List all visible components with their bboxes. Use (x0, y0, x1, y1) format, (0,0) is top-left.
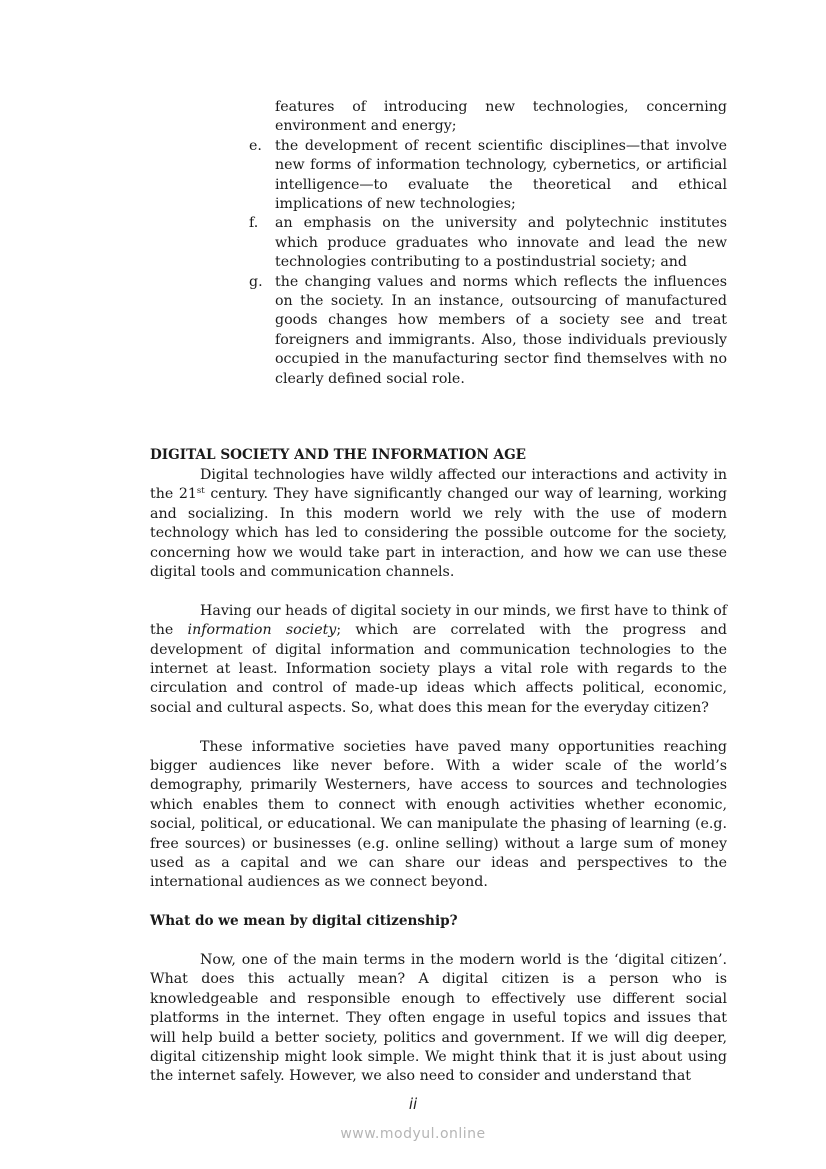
paragraph (150, 466, 727, 582)
spacer (150, 718, 727, 737)
list-item (249, 273, 727, 389)
spacer (150, 427, 727, 446)
watermark: www.modyul.online (340, 1126, 486, 1142)
section-heading-digital-society: DIGITAL SOCIETY AND THE INFORMATION AGE (150, 447, 527, 464)
paragraph-text: ; which are correlated with the progress and development of digital information and communication technologies to the internet at least. Information society plays a vital role with regards to the circulation and control of made-up ideas which affects political, economic, social and cultural aspects. So, what does this mean for the everyday citizen? (150, 622, 727, 716)
feature-list (249, 98, 727, 389)
spacer (150, 932, 727, 951)
emphasized-term: information society (187, 622, 337, 639)
superscript: st (196, 486, 205, 497)
spacer (150, 893, 727, 912)
list-item-text: the development of recent scientific disciplines—that involve new forms of information technology, cybernetics, or artificial intelligence—to evaluate the theoretical and ethical implications of new technologies; (275, 137, 727, 213)
list-item-continuation: features of introducing new technologies, concerning environment and energy; (275, 99, 727, 135)
paragraph-text: Having our heads of digital society in our minds, we first have to think of the (150, 602, 727, 639)
list-marker: f. (249, 215, 259, 232)
paragraph-text: Digital technologies have wildly affected our interactions and activity in the 21 (150, 466, 727, 503)
list-item (249, 137, 727, 215)
list-item (249, 214, 727, 272)
paragraph-text: century. They have significantly changed our way of learning, working and socializing. In this modern world we rely with the use of modern technology which has led to considering the possible outcome for the society, concerning how we would take part in interaction, and how we can use these digital tools and communication channels. (150, 486, 727, 580)
list-item-text: an emphasis on the university and polytechnic institutes which produce graduates who innovate and lead the new technologies contributing to a postindustrial society; and (275, 215, 727, 271)
spacer (150, 582, 727, 601)
spacer (150, 389, 727, 427)
paragraph: These informative societies have paved many opportunities reaching bigger audiences like never before. With a wider scale of the world’s demography, primarily Westerners, have access to sources and technologies which enables them to connect with enough activities whether economic, social, political, or educational. We can manipulate the phasing of learning (e.g. free sources) or businesses (e.g. online selling) without a large sum of money used as a capital and we can share our ideas and perspectives to the international audiences as we connect beyond. (150, 738, 727, 891)
page-number: ii (408, 1095, 418, 1113)
paragraph (150, 602, 727, 718)
list-item-text: the changing values and norms which reflects the influences on the society. In an instance, outsourcing of manufactured goods changes how members of a society see and treat foreigners and immigrants. Also, those individuals previously occupied in the manufacturing sector find themselves with no clearly defined social role. (275, 273, 727, 387)
list-marker: g. (249, 273, 263, 290)
list-marker: e. (249, 137, 262, 154)
section-heading-digital-citizenship: What do we mean by digital citizenship? (150, 913, 458, 930)
document-page (150, 98, 727, 1087)
paragraph: Now, one of the main terms in the modern world is the ‘digital citizen’. What does this actually mean? A digital citizen is a person who is knowledgeable and responsible enough to effectively use different social platforms in the internet. They often engage in useful topics and issues that will help build a better society, politics and government. If we will dig deeper, digital citizenship might look simple. We might think that it is just about using the internet safely. However, we also need to consider and understand that (150, 951, 727, 1085)
